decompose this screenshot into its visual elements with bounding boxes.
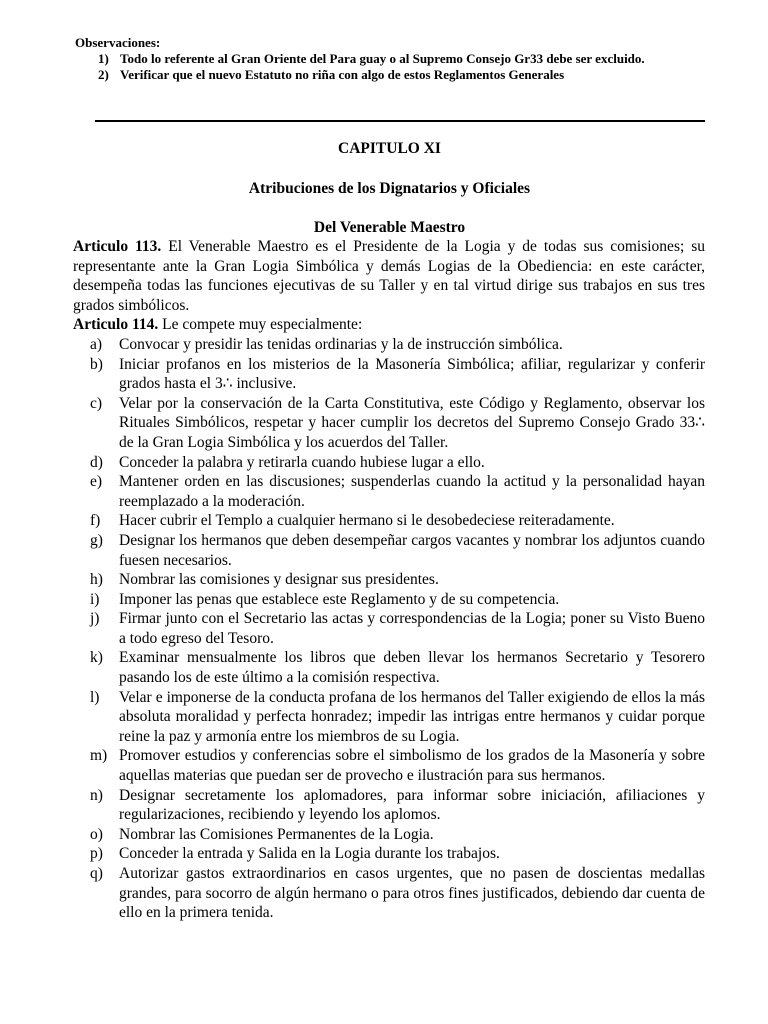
list-item-marker: g) bbox=[90, 531, 103, 549]
list-item-text: Designar secretamente los aplomadores, para informar sobre iniciación, afiliaciones y regularizaciones, recibiendo y leyendo los aplomos. bbox=[119, 786, 705, 824]
list-item bbox=[73, 453, 705, 473]
competence-list bbox=[73, 335, 705, 923]
document-body bbox=[73, 237, 705, 923]
list-item-marker: d) bbox=[90, 453, 103, 471]
list-item-text: Imponer las penas que establece este Reglamento y de su competencia. bbox=[119, 590, 560, 608]
list-item bbox=[73, 864, 705, 923]
list-item-marker: a) bbox=[90, 335, 103, 353]
article-text: Le compete muy especialmente: bbox=[158, 316, 363, 334]
list-item-text: Promover estudios y conferencias sobre el simbolismo de los grados de la Masonería y sobre aquellas materias que puedan ser de provecho e ilustración para sus hermanos. bbox=[119, 747, 705, 785]
observation-number: 2) bbox=[98, 67, 109, 82]
list-item-text: Designar los hermanos que deben desempeñar cargos vacantes y nombrar los adjuntos cuando fuesen necesarios. bbox=[119, 531, 705, 569]
list-item-marker: e) bbox=[90, 473, 103, 491]
observation-number: 1) bbox=[98, 51, 109, 66]
list-item bbox=[73, 844, 705, 864]
list-item bbox=[73, 590, 705, 610]
observation-item bbox=[75, 67, 715, 83]
list-item-marker: l) bbox=[90, 688, 100, 706]
list-item bbox=[73, 746, 705, 785]
list-item bbox=[73, 688, 705, 747]
list-item-marker: o) bbox=[90, 825, 103, 843]
list-item-marker: b) bbox=[90, 355, 103, 373]
list-item bbox=[73, 355, 705, 394]
list-item bbox=[73, 648, 705, 687]
list-item-text: Hacer cubrir el Templo a cualquier hermano si le desobedeciese reiteradamente. bbox=[119, 512, 615, 530]
observation-item bbox=[75, 51, 715, 67]
article-label: Articulo 114. bbox=[73, 316, 159, 334]
observations-block bbox=[75, 35, 715, 83]
list-item-marker: j) bbox=[90, 610, 100, 628]
list-item-text: Velar e imponerse de la conducta profana de los hermanos del Taller exigiendo de ellos la más absoluta moralidad y perfecta honradez; impedir las intrigas entre hermanos y cuidar porque reine la paz y armonía entre los miembros de su Logia. bbox=[119, 688, 705, 745]
observations-title: Observaciones: bbox=[75, 35, 161, 50]
list-item-marker: i) bbox=[90, 590, 100, 608]
list-item bbox=[73, 531, 705, 570]
list-item bbox=[73, 335, 705, 355]
list-item-text: Autorizar gastos extraordinarios en casos urgentes, que no pasen de doscientas medallas grandes, para socorro de algún hermano o para otros fines justificados, debiendo dar cuenta de ello en la primera tenida. bbox=[119, 865, 705, 922]
list-item-text: Conceder la entrada y Salida en la Logia durante los trabajos. bbox=[119, 845, 500, 863]
list-item-text: Nombrar las Comisiones Permanentes de la Logia. bbox=[119, 825, 434, 843]
list-item bbox=[73, 511, 705, 531]
list-item bbox=[73, 570, 705, 590]
list-item-text: Firmar junto con el Secretario las actas y correspondencias de la Logia; poner su Visto Bueno a todo egreso del Tesoro. bbox=[119, 610, 705, 647]
list-item bbox=[73, 472, 705, 511]
list-item bbox=[73, 786, 705, 825]
article-text: El Venerable Maestro es el Presidente de la Logia y de todas sus comisiones; su representante ante la Gran Logia Simbólica y demás Logias de la Obediencia: en este carácter, desempeña todas las funciones ejecutivas de su Taller y en tal virtud dirige sus trabajos en sus tres grados simbólicos. bbox=[73, 238, 705, 314]
list-item-text: Velar por la conservación de la Carta Constitutiva, este Código y Reglamento, observar los Rituales Simbólicos, respetar y hacer cumplir los decretos del Supremo Consejo Grado 33∴ de la Gran Logia Simbólica y los acuerdos del Taller. bbox=[119, 394, 705, 451]
list-item bbox=[73, 825, 705, 845]
chapter-title: CAPITULO XI bbox=[338, 140, 441, 157]
list-item-text: Iniciar profanos en los misterios de la Masonería Simbólica; afiliar, regularizar y conferir grados hasta el 3∴ inclusive. bbox=[119, 355, 705, 393]
observation-text: Todo lo referente al Gran Oriente del Para guay o al Supremo Consejo Gr33 debe ser excluido. bbox=[120, 51, 645, 66]
chapter-subtitle: Atribuciones de los Dignatarios y Oficiales bbox=[248, 180, 531, 197]
list-item-marker: f) bbox=[90, 512, 101, 530]
list-item-marker: c) bbox=[90, 394, 103, 412]
list-item-text: Convocar y presidir las tenidas ordinarias y la de instrucción simbólica. bbox=[119, 335, 563, 353]
list-item-marker: q) bbox=[90, 865, 103, 882]
horizontal-divider bbox=[95, 120, 705, 122]
section-title: Del Venerable Maestro bbox=[313, 219, 466, 236]
observation-text: Verificar que el nuevo Estatuto no riña con algo de estos Reglamentos Generales bbox=[120, 67, 565, 82]
list-item-text: Nombrar las comisiones y designar sus presidentes. bbox=[119, 571, 439, 589]
article-label: Articulo 113. bbox=[73, 238, 162, 255]
list-item-marker: n) bbox=[90, 786, 103, 804]
list-item-text: Conceder la palabra y retirarla cuando hubiese lugar a ello. bbox=[119, 453, 485, 471]
list-item-marker: k) bbox=[90, 649, 103, 667]
list-item bbox=[73, 394, 705, 453]
list-item-marker: h) bbox=[90, 571, 103, 589]
article-114 bbox=[73, 315, 705, 335]
list-item-marker: m) bbox=[90, 747, 108, 765]
article-113 bbox=[73, 237, 705, 315]
list-item-text: Mantener orden en las discusiones; suspenderlas cuando la actitud y la personalidad hayan reemplazado a la moderación. bbox=[119, 473, 705, 510]
list-item-marker: p) bbox=[90, 845, 103, 863]
list-item-text: Examinar mensualmente los libros que deben llevar los hermanos Secretario y Tesorero pasando los de este último a la comisión respectiva. bbox=[119, 649, 705, 687]
list-item bbox=[73, 609, 705, 648]
